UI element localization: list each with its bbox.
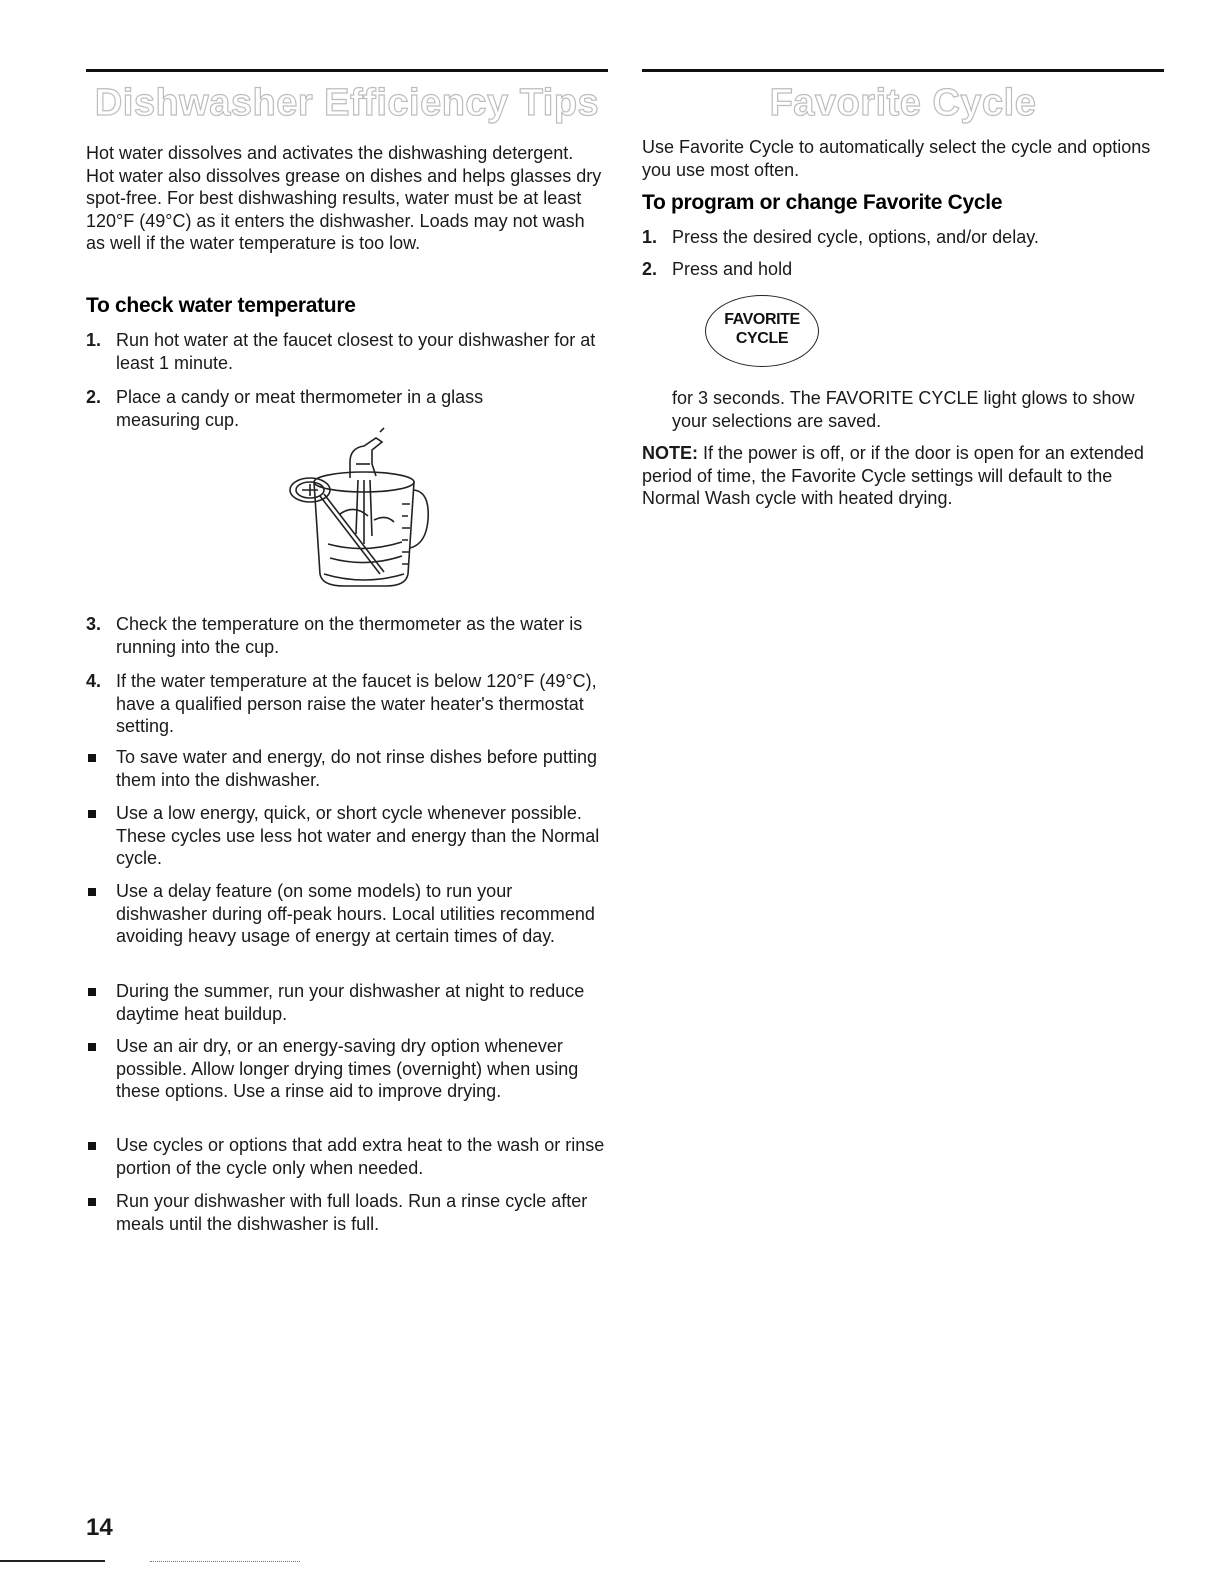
program-favorite-heading: To program or change Favorite Cycle [642,191,1003,214]
step-number: 2. [86,387,102,407]
tip-text: Run your dishwasher with full loads. Run a rinse cycle after meals until the dishwasher is full. [116,1191,588,1234]
step-text: Run hot water at the faucet closest to your dishwasher for at least 1 minute. [116,330,596,373]
thermometer-in-cup-illustration [284,424,434,600]
tip-bullet [86,802,606,870]
step-item [86,613,606,658]
footer-rule [0,1560,105,1562]
tip-bullet [86,1190,606,1235]
bullet-icon [88,1198,96,1206]
step-number: 3. [86,614,102,634]
step-text: Press the desired cycle, options, and/or delay. [672,227,1039,247]
tip-text: Use cycles or options that add extra heat to the wash or rinse portion of the cycle only when needed. [116,1135,605,1178]
bullet-icon [88,988,96,996]
step-item [642,258,1162,281]
step-item [86,329,606,374]
hold-instruction: for 3 seconds. The FAVORITE CYCLE light glows to show your selections are saved. [672,388,1135,431]
bullet-icon [88,1142,96,1150]
tip-text: Use a low energy, quick, or short cycle whenever possible. These cycles use less hot water and energy than the Normal cycle. [116,803,600,869]
step-text: If the water temperature at the faucet is below 120°F (49°C), have a qualified person raise the water heater's thermostat setting. [116,671,597,737]
step-number: 1. [642,227,658,247]
left-heading-rule [86,69,608,72]
step-number: 2. [642,259,658,279]
tip-bullet [86,880,606,948]
tip-text: During the summer, run your dishwasher at night to reduce daytime heat buildup. [116,981,585,1024]
tip-bullet [86,746,606,791]
note-label: NOTE: [642,443,698,463]
tip-bullet [86,1134,606,1179]
step-text: Press and hold [672,259,793,279]
check-temperature-heading: To check water temperature [86,294,356,317]
left-intro-paragraph: Hot water dissolves and activates the dishwashing detergent. Hot water also dissolves grease on dishes and helps glasses dry spot-free. For best dishwashing results, water must be at least 120°F (49°C) as it enters the dishwasher. Loads may not wash as well if the water temperature is too low. [86,143,602,254]
step-text: Place a candy or meat thermometer in a glass measuring cup. [116,387,484,430]
step-text: Check the temperature on the thermometer as the water is running into the cup. [116,614,583,657]
button-label-line1: FAVORITE [724,311,800,328]
step-item [642,226,1162,249]
favorite-cycle-button-icon [705,295,819,367]
bullet-icon [88,810,96,818]
right-heading-rule [642,69,1164,72]
step-number: 4. [86,671,102,691]
note-text: If the power is off, or if the door is open for an extended period of time, the Favorite Cycle settings will default to the Normal Wash cycle with heated drying. [642,443,1144,509]
left-section-title: Dishwasher Efficiency Tips [94,82,600,124]
bullet-icon [88,888,96,896]
right-section-title: Favorite Cycle [769,82,1037,124]
tip-text: To save water and energy, do not rinse dishes before putting them into the dishwasher. [116,747,597,790]
tip-text: Use a delay feature (on some models) to run your dishwasher during off-peak hours. Local utilities recommend avoiding heavy usage of energy at certain times of day. [116,881,595,947]
tip-bullet [86,1035,606,1103]
step-number: 1. [86,330,102,350]
tip-bullet [86,980,606,1025]
step-item [86,670,606,738]
footer-dots [150,1561,300,1563]
button-label-line2: CYCLE [735,330,789,347]
bullet-icon [88,1043,96,1051]
note-paragraph [642,442,1152,510]
bullet-icon [88,754,96,762]
tip-text: Use an air dry, or an energy-saving dry option whenever possible. Allow longer drying times (overnight) when using these options. Use a rinse aid to improve drying. [116,1036,579,1102]
page-number: 14 [86,1514,113,1541]
right-intro-paragraph: Use Favorite Cycle to automatically select the cycle and options you use most often. [642,137,1151,180]
